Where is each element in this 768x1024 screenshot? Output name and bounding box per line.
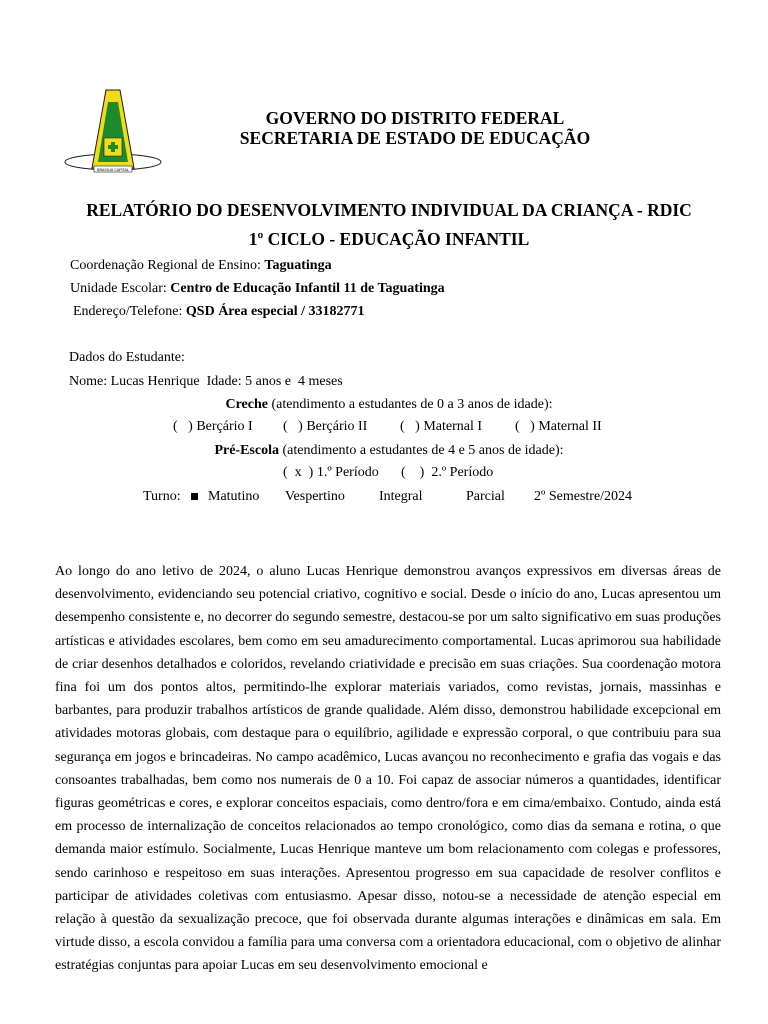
selected-bullet-icon: [191, 493, 198, 500]
preescola-description: (atendimento a estudantes de 4 e 5 anos de idade):: [278, 443, 564, 458]
student-name-line: Nome: Lucas Henrique Idade: 5 anos e 4 meses: [69, 374, 343, 389]
shift-afternoon[interactable]: Vespertino: [285, 489, 345, 504]
option-bercario-1[interactable]: ( ) Berçário I: [173, 419, 253, 434]
preescola-line: [0, 442, 768, 460]
coordination-label: Coordenação Regional de Ensino:: [70, 258, 265, 273]
creche-line: [0, 396, 768, 414]
address-value: QSD Área especial / 33182771: [185, 304, 365, 319]
option-periodo-2[interactable]: ( ) 2.º Período: [401, 465, 494, 480]
school-unit-line: [70, 280, 445, 298]
option-periodo-1[interactable]: ( x ) 1.º Período: [283, 465, 379, 480]
student-data-label: Dados do Estudante:: [69, 350, 185, 365]
creche-label: Creche: [225, 397, 268, 412]
brasilia-coat-of-arms-logo: [62, 88, 164, 180]
school-unit-value: Centro de Educação Infantil 11 de Taguatinga: [170, 281, 445, 296]
shift-label: Turno:: [143, 489, 181, 504]
option-bercario-2[interactable]: ( ) Berçário II: [283, 419, 368, 434]
address-line: [73, 303, 365, 321]
coordination-line: [70, 257, 332, 275]
shift-morning[interactable]: Matutino: [208, 489, 260, 504]
development-report-paragraph: Ao longo do ano letivo de 2024, o aluno Lucas Henrique demonstrou avanços expressivos em diversas áreas de desenvolvimento, evidenciando seu potencial criativo, cognitivo e social. Desde o início do ano, Lucas apresentou um desempenho consistente e, no decorrer do segundo semestre, destacou-se por um salto significativo em suas produções artísticas e atividades escolares, bem como em seu amadurecimento comportamental. Lucas aprimorou sua habilidade de criar desenhos detalhados e coloridos, revelando criatividade e precisão em suas criações. Sua coordenação motora fina foi um dos pontos altos, permitindo-lhe explorar materiais variados, como revistas, jornais, massinhas e barbantes, para produzir trabalhos artísticos de grande qualidade. Além disso, demonstrou habilidade excepcional em atividades motoras globais, com destaque para o equilíbrio, agilidade e expressão corporal, o que contribuiu para sua segurança em jogos e brincadeiras. No campo acadêmico, Lucas avançou no reconhecimento e grafia das vogais e das consoantes trabalhadas, bem como nos numerais de 0 a 10. Foi capaz de associar números a quantidades, identificar figuras geométricas e cores, e explorar conceitos espaciais, como dentro/fora e em cima/embaixo. Contudo, ainda está em processo de internalização de conceitos relacionados ao tempo cronológico, como dias da semana e rotina, o que demanda maior estímulo. Socialmente, Lucas Henrique manteve um bom relacionamento com colegas e professores, sendo carinhoso e respeitoso em suas interações. Apresentou progresso em sua capacidade de resolver conflitos e participar de atividades coletivas com entusiasmo. Apesar disso, notou-se a necessidade de atenção especial em relação à questão da sexualização precoce, que foi observada durante algumas interações e dinâmicas em sala. Em virtude disso, a escola convidou a família para uma conversa com a orientadora educacional, com o objetivo de alinhar estratégias conjuntas para apoiar Lucas em seu desenvolvimento emocional e: [55, 564, 721, 974]
government-heading: [200, 108, 630, 148]
semester-label: 2º Semestre/2024: [534, 489, 633, 504]
option-maternal-2[interactable]: ( ) Maternal II: [515, 419, 602, 434]
address-label: Endereço/Telefone:: [73, 304, 186, 319]
shift-part-time[interactable]: Parcial: [466, 489, 505, 504]
report-subtitle: 1º CICLO - EDUCAÇÃO INFANTIL: [248, 229, 530, 249]
school-unit-label: Unidade Escolar:: [70, 281, 171, 296]
preescola-label: Pré-Escola: [214, 443, 279, 458]
coordination-value: Taguatinga: [264, 258, 332, 273]
logo-ribbon-text: BRASILIA CAPITAL: [97, 168, 129, 172]
secretariat-name: SECRETARIA DE ESTADO DE EDUCAÇÃO: [239, 128, 591, 148]
report-title: RELATÓRIO DO DESENVOLVIMENTO INDIVIDUAL DA CRIANÇA - RDIC: [86, 200, 692, 220]
creche-description: (atendimento a estudantes de 0 a 3 anos de idade):: [267, 397, 553, 412]
option-maternal-1[interactable]: ( ) Maternal I: [400, 419, 483, 434]
shift-full-time[interactable]: Integral: [379, 489, 423, 504]
government-name: GOVERNO DO DISTRITO FEDERAL: [265, 108, 565, 128]
